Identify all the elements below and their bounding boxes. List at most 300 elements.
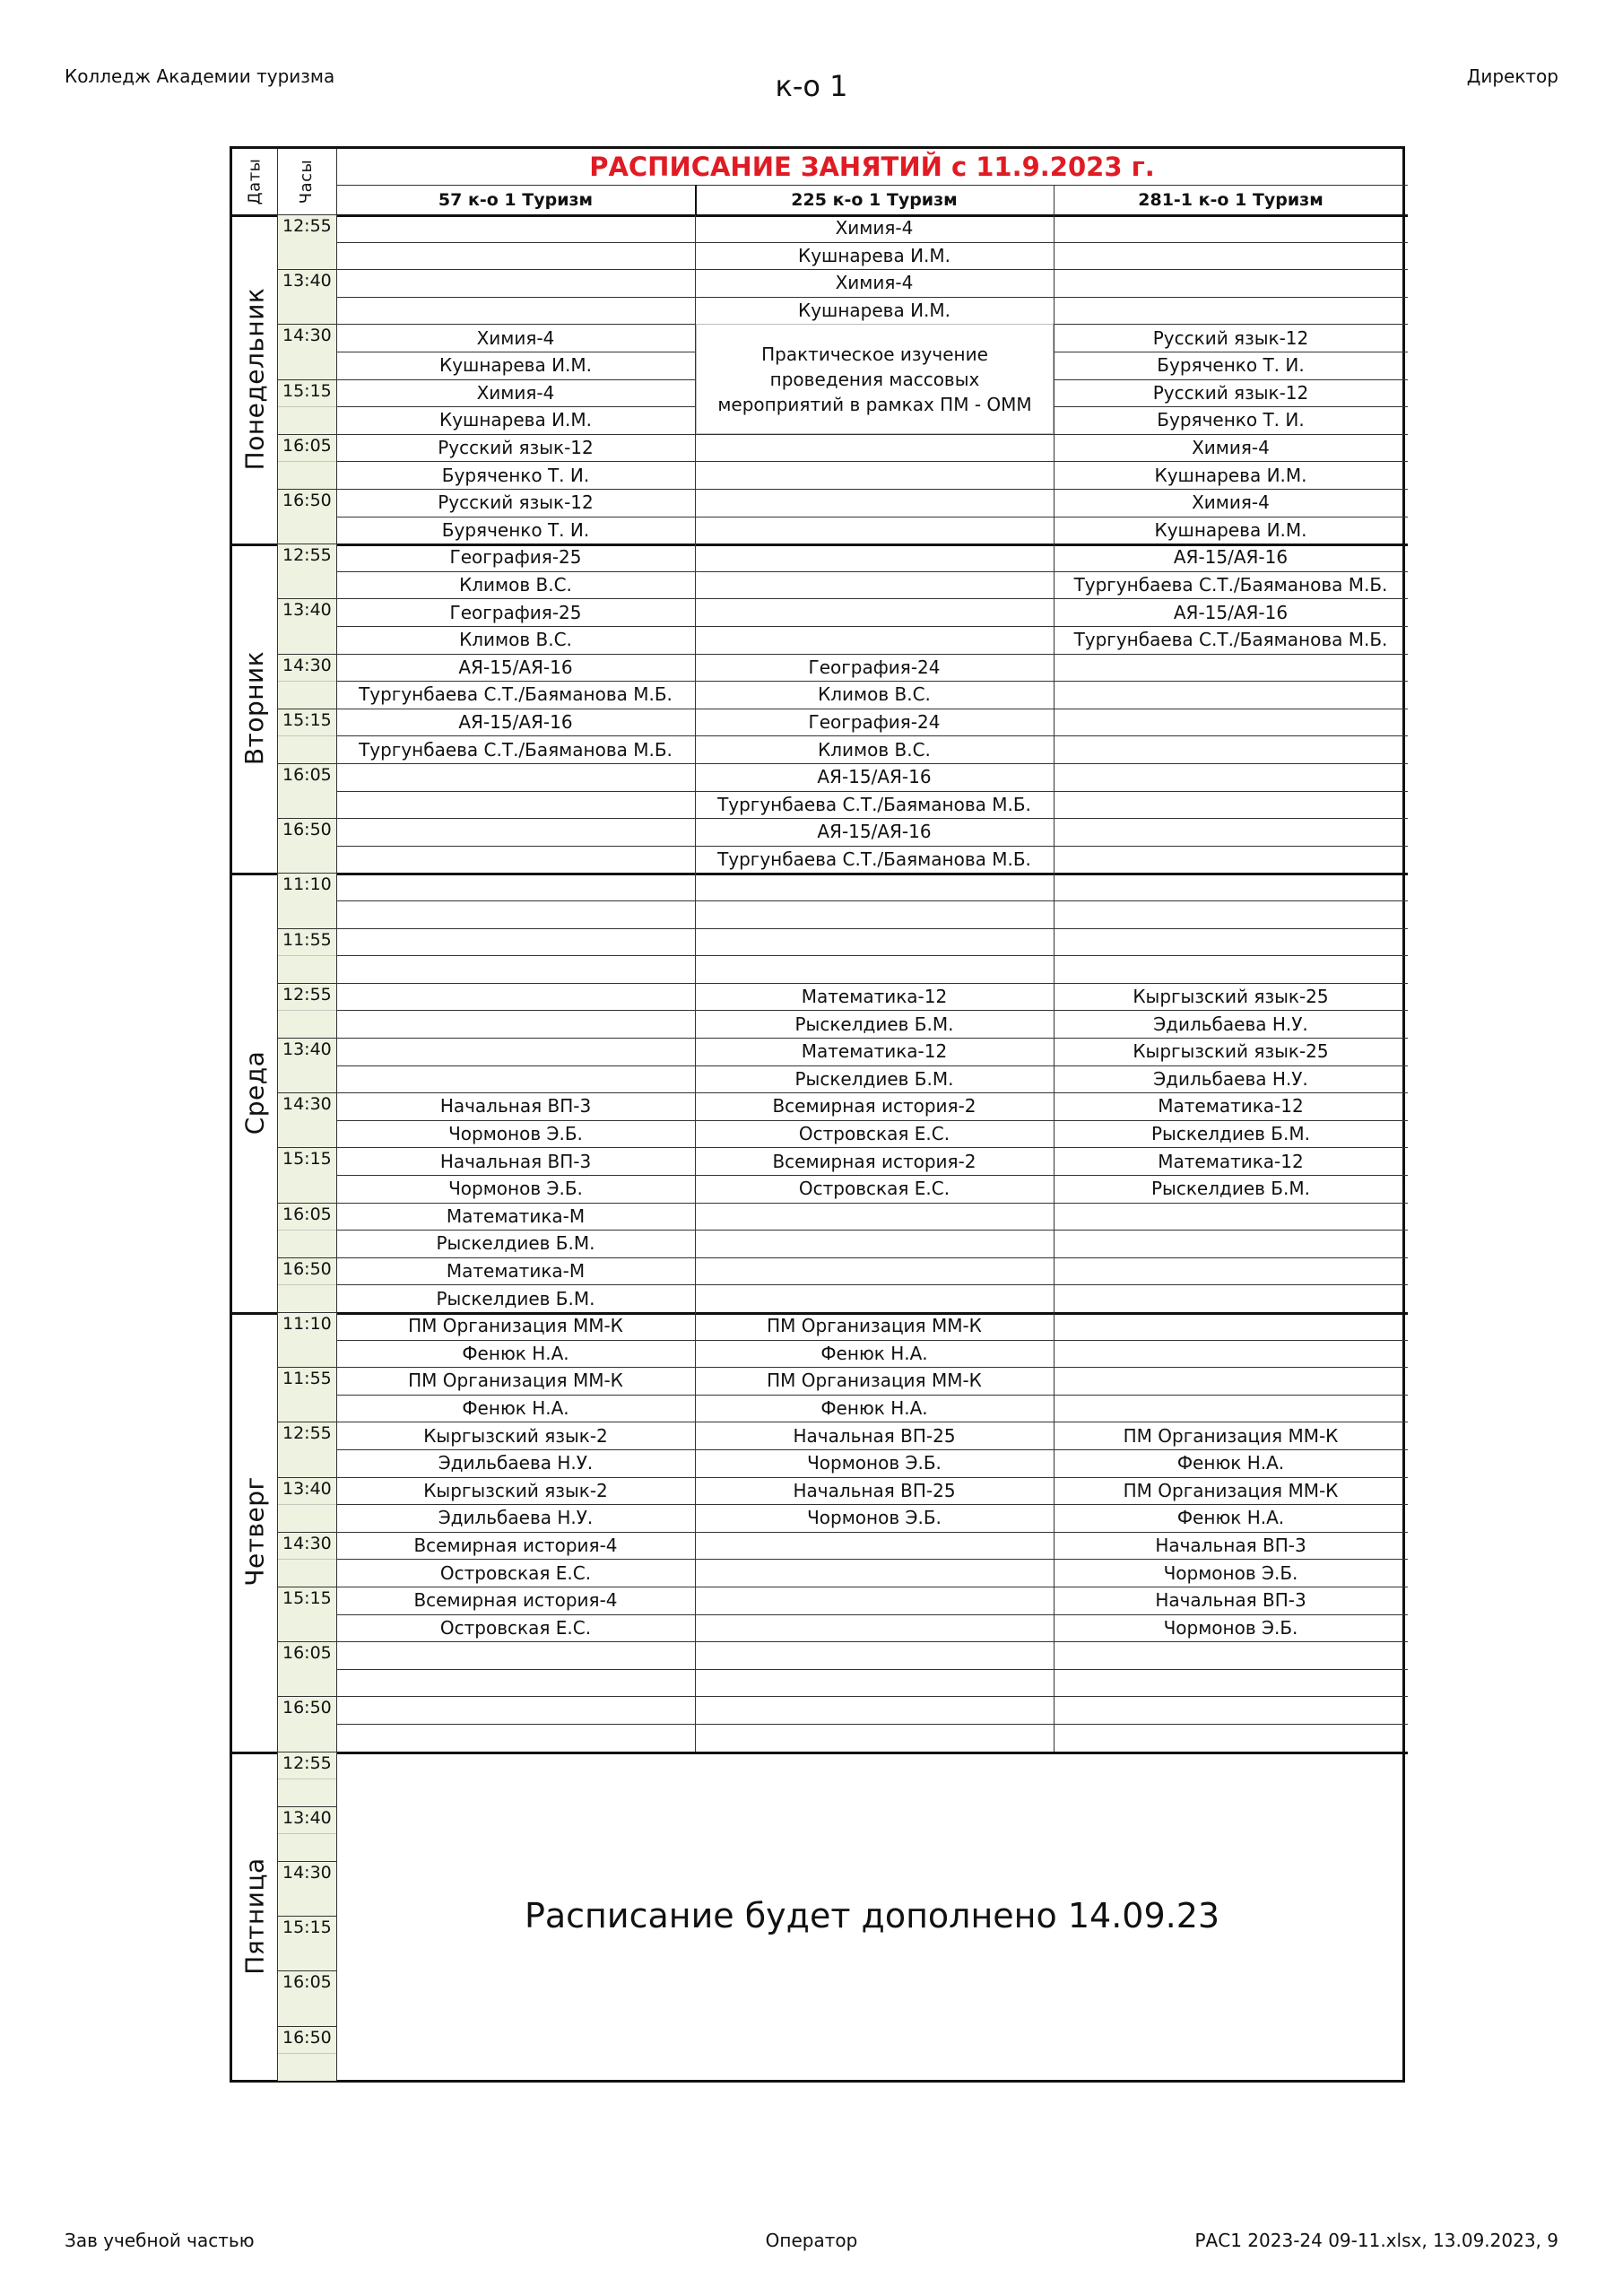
grid-line [336, 1614, 1408, 1615]
schedule-cell: Математика-М [446, 1260, 586, 1283]
schedule-cell [695, 1696, 1054, 1724]
grid-line [277, 379, 336, 380]
grid-line [695, 873, 696, 1312]
schedule-cell: Чормонов Э.Б. [1163, 1616, 1298, 1639]
grid-line [336, 983, 1408, 984]
grid-line [277, 1696, 336, 1697]
grid-line [277, 544, 278, 873]
schedule-cell: Математика-12 [1158, 1150, 1304, 1172]
time-slot-label: 16:50 [277, 2026, 336, 2054]
schedule-cell: ПМ Организация ММ-К [1123, 1424, 1339, 1447]
schedule-cell [336, 1696, 695, 1724]
schedule-cell: Кушнарева И.М. [798, 300, 950, 322]
grid-line [277, 1092, 336, 1093]
grid-line [336, 1038, 1408, 1039]
grid-line [336, 928, 1408, 929]
grid-line [277, 1257, 336, 1258]
grid-line [336, 1120, 1408, 1121]
schedule-cell [695, 900, 1054, 928]
grid-line [277, 1532, 336, 1533]
grid-line [336, 626, 1408, 627]
schedule-cell [1054, 1724, 1408, 1752]
schedule-cell [336, 1065, 695, 1093]
grid-line [1054, 214, 1055, 544]
grid-line [277, 269, 336, 270]
schedule-cell: Математика-12 [1158, 1095, 1304, 1118]
grid-line [336, 1147, 1408, 1148]
schedule-cell [336, 1641, 695, 1669]
day-label-4 [232, 1312, 277, 1752]
schedule-cell [1054, 297, 1408, 325]
schedule-cell: Островская Е.С. [439, 1616, 592, 1639]
grid-line [336, 1203, 1408, 1204]
sheet-label: к-о 1 [775, 69, 848, 103]
time-slot-label: 12:55 [277, 214, 336, 242]
schedule-cell: ПМ Организация ММ-К [408, 1370, 623, 1392]
grid-line [277, 1916, 336, 1917]
grid-line [336, 1367, 1408, 1368]
grid-line [277, 149, 278, 214]
schedule-cell: Рыскелдиев Б.М. [436, 1232, 595, 1255]
time-slot-label: 15:15 [277, 1147, 336, 1175]
grid-line [336, 1449, 1408, 1450]
time-slot-label: 16:05 [277, 434, 336, 462]
grid-line [695, 185, 697, 214]
schedule-cell [1054, 1696, 1408, 1724]
schedule-cell [1054, 928, 1408, 956]
day-name: Четверг [239, 1476, 270, 1587]
schedule-cell [695, 1284, 1054, 1312]
day-label-5 [232, 1752, 277, 2081]
schedule-cell: Чормонов Э.Б. [807, 1452, 942, 1474]
schedule-cell [1054, 1641, 1408, 1669]
grid-line [336, 818, 1408, 819]
schedule-cell [695, 598, 1054, 626]
grid-line [277, 324, 336, 325]
grid-line [277, 1367, 336, 1368]
schedule-cell: Химия-4 [476, 326, 555, 349]
grid-line [277, 1477, 336, 1478]
schedule-cell: Кыргызский язык-2 [423, 1479, 608, 1501]
grid-line [336, 149, 337, 214]
schedule-cell [336, 818, 695, 846]
schedule-cell [1054, 1230, 1408, 1257]
schedule-cell: Русский язык-12 [438, 491, 594, 514]
grid-line [277, 1203, 336, 1204]
grid-line [336, 1477, 1408, 1478]
grid-line [336, 214, 337, 544]
schedule-cell: Кушнарева И.М. [1154, 464, 1307, 486]
group-header-2: 225 к-о 1 Туризм [791, 189, 958, 210]
grid-line [277, 214, 336, 215]
schedule-cell [695, 489, 1054, 517]
footer-file-info: РАС1 2023-24 09-11.xlsx, 13.09.2023, 9 [1194, 2230, 1558, 2251]
schedule-cell: Климов В.С. [818, 683, 931, 706]
schedule-cell: География-25 [449, 546, 582, 569]
grid-line [695, 1312, 696, 1752]
schedule-cell [1054, 1312, 1408, 1340]
grid-line [336, 571, 1408, 572]
grid-line [336, 461, 1408, 462]
grid-line [336, 1010, 1408, 1011]
schedule-cell [695, 1724, 1054, 1752]
schedule-cell [336, 846, 695, 874]
schedule-cell [1054, 818, 1408, 846]
schedule-cell: Буряченко Т. И. [1157, 409, 1305, 431]
grid-line [336, 1559, 1408, 1560]
schedule-cell: ПМ Организация ММ-К [1123, 1479, 1339, 1501]
grid-line [336, 1230, 1408, 1231]
schedule-cell: Кушнарева И.М. [798, 244, 950, 266]
grid-line [336, 1175, 1408, 1176]
day-name: Понедельник [239, 287, 270, 471]
grid-line [277, 1038, 336, 1039]
grid-line [277, 983, 336, 984]
grid-line [277, 1641, 336, 1642]
schedule-cell: Начальная ВП-25 [793, 1424, 956, 1447]
schedule-cell [336, 1724, 695, 1752]
schedule-cell [1054, 791, 1408, 819]
schedule-cell: АЯ-15/АЯ-16 [1173, 546, 1289, 569]
grid-line [277, 763, 336, 764]
footer-operator: Оператор [765, 2230, 858, 2251]
grid-line [336, 1312, 337, 1752]
schedule-cell [695, 1669, 1054, 1697]
grid-line [336, 1284, 1408, 1285]
schedule-cell [695, 517, 1054, 544]
schedule-cell [336, 900, 695, 928]
schedule-cell [695, 571, 1054, 599]
grid-line [336, 1257, 1408, 1258]
schedule-cell: Фенюк Н.А. [820, 1397, 928, 1420]
grid-line [336, 1092, 1408, 1093]
schedule-cell [1054, 1257, 1408, 1285]
schedule-cell [1054, 735, 1408, 763]
group-header-1: 57 к-о 1 Туризм [438, 189, 594, 210]
schedule-cell: Начальная ВП-3 [1155, 1535, 1306, 1557]
grid-line [277, 2026, 336, 2027]
schedule-cell: АЯ-15/АЯ-16 [458, 656, 573, 678]
grid-line [277, 1147, 336, 1148]
grid-line [336, 297, 1408, 298]
schedule-cell [1054, 1395, 1408, 1422]
day-name: Среда [239, 1050, 270, 1135]
schedule-cell: АЯ-15/АЯ-16 [817, 821, 932, 843]
schedule-cell: Тургунбаева С.Т./Баяманова М.Б. [359, 683, 673, 706]
schedule-cell [695, 461, 1054, 489]
schedule-cell: Русский язык-12 [438, 437, 594, 459]
schedule-cell [1054, 1203, 1408, 1231]
grid-line [336, 735, 1408, 736]
schedule-cell: Начальная ВП-3 [439, 1095, 592, 1118]
schedule-cell [1054, 269, 1408, 297]
schedule-cell [695, 928, 1054, 956]
hours-header-text: Часы [297, 159, 317, 204]
time-slot-label: 13:40 [277, 269, 336, 297]
schedule-cell [1054, 709, 1408, 736]
schedule-cell: Русский язык-12 [1152, 381, 1309, 404]
time-slot-label: 13:40 [277, 1038, 336, 1065]
schedule-cell: Рыскелдиев Б.М. [1151, 1123, 1310, 1145]
time-slot-label: 16:50 [277, 1257, 336, 1285]
schedule-cell [695, 1587, 1054, 1614]
schedule-cell [336, 873, 695, 900]
schedule-cell: Островская Е.С. [798, 1178, 950, 1200]
grid-line [336, 900, 1408, 901]
schedule-cell: Математика-12 [801, 1040, 948, 1063]
schedule-cell: Чормонов Э.Б. [448, 1123, 583, 1145]
schedule-cell: Островская Е.С. [798, 1123, 950, 1145]
grid-line [277, 434, 336, 435]
schedule-cell [336, 928, 695, 956]
schedule-cell: Кушнарева И.М. [439, 354, 592, 377]
schedule-cell [1054, 1669, 1408, 1697]
schedule-cell [1054, 873, 1408, 900]
schedule-cell [1054, 763, 1408, 791]
grid-line [277, 1312, 278, 1752]
schedule-cell: АЯ-15/АЯ-16 [817, 766, 932, 788]
schedule-cell: Рыскелдиев Б.М. [1151, 1178, 1310, 1200]
grid-line [277, 654, 336, 655]
schedule-cell [336, 983, 695, 1011]
grid-line [336, 434, 1408, 435]
grid-line [336, 598, 1408, 599]
time-slot-label: 16:50 [277, 1696, 336, 1724]
schedule-cell: Эдильбаева Н.У. [438, 1452, 594, 1474]
time-slot-label: 16:05 [277, 1641, 336, 1669]
time-slot-label: 15:15 [277, 1916, 336, 1944]
schedule-cell [1054, 214, 1408, 242]
schedule-cell: Чормонов Э.Б. [1163, 1561, 1298, 1584]
schedule-cell: АЯ-15/АЯ-16 [458, 711, 573, 734]
schedule-cell [695, 1614, 1054, 1642]
grid-line [1054, 185, 1055, 214]
grid-line [336, 681, 1408, 682]
schedule-cell: Чормонов Э.Б. [807, 1507, 942, 1529]
schedule-cell: Буряченко Т. И. [441, 464, 590, 486]
day-name: Вторник [239, 651, 270, 766]
grid-line [336, 185, 1408, 186]
schedule-cell: Островская Е.С. [439, 1561, 592, 1584]
practice-note: Практическое изучение проведения массовых мероприятий в рамках ПМ - ОММ [696, 324, 1054, 433]
schedule-cell [1054, 1284, 1408, 1312]
schedule-cell [1054, 654, 1408, 682]
schedule-cell [695, 1559, 1054, 1587]
schedule-cell [1054, 1367, 1408, 1395]
time-slot-label: 12:55 [277, 1752, 336, 1779]
grid-line [336, 955, 1408, 956]
time-slot-label: 13:40 [277, 598, 336, 626]
schedule-cell: Климов В.С. [459, 574, 572, 596]
footer-head-of-studies: Зав учебной частью [65, 2230, 255, 2251]
schedule-cell: Климов В.С. [459, 629, 572, 651]
grid-line [336, 1669, 1408, 1670]
schedule-cell: Эдильбаева Н.У. [438, 1507, 594, 1529]
schedule-cell: Фенюк Н.А. [462, 1397, 569, 1420]
grid-line [336, 846, 1408, 847]
grid-line [336, 1724, 1408, 1725]
schedule-cell: Кушнарева И.М. [439, 409, 592, 431]
schedule-cell: Начальная ВП-25 [793, 1479, 956, 1501]
time-slot-label: 12:55 [277, 544, 336, 571]
time-slot-label: 14:30 [277, 1532, 336, 1560]
schedule-cell [336, 297, 695, 325]
schedule-table [230, 146, 1405, 2083]
grid-line [336, 242, 1408, 243]
schedule-cell: Эдильбаева Н.У. [1153, 1067, 1308, 1090]
grid-line [336, 1065, 1408, 1066]
schedule-cell: Буряченко Т. И. [441, 518, 590, 541]
schedule-title: РАСПИСАНИЕ ЗАНЯТИЙ с 11.9.2023 г. [589, 152, 1155, 182]
grid-line [1054, 873, 1055, 1312]
time-slot-label: 14:30 [277, 654, 336, 682]
schedule-cell: География-25 [449, 601, 582, 623]
schedule-cell: Тургунбаева С.Т./Баяманова М.Б. [1073, 629, 1388, 651]
time-slot-label: 16:50 [277, 489, 336, 517]
schedule-cell: ПМ Организация ММ-К [767, 1370, 982, 1392]
hours-column-header [277, 149, 336, 214]
grid-line [1054, 1312, 1055, 1752]
schedule-cell: Русский язык-12 [1152, 326, 1309, 349]
grid-line [336, 1696, 1408, 1697]
schedule-cell: Эдильбаева Н.У. [1153, 1013, 1308, 1035]
schedule-cell: Кыргызский язык-2 [423, 1424, 608, 1447]
grid-line [336, 544, 337, 873]
grid-line [277, 214, 278, 544]
schedule-cell: Тургунбаева С.Т./Баяманова М.Б. [1073, 574, 1388, 596]
schedule-cell [336, 763, 695, 791]
time-slot-label: 11:55 [277, 928, 336, 956]
schedule-cell: Фенюк Н.А. [1176, 1507, 1285, 1529]
schedule-cell [1054, 242, 1408, 270]
schedule-cell: География-24 [808, 711, 941, 734]
time-slot-label: 13:40 [277, 1806, 336, 1834]
schedule-cell: Рыскелдиев Б.М. [794, 1067, 954, 1090]
schedule-update-note: Расписание будет дополнено 14.09.23 [524, 1896, 1220, 1936]
schedule-cell: Чормонов Э.Б. [448, 1178, 583, 1200]
grid-line [336, 1340, 1408, 1341]
grid-line [277, 873, 336, 874]
schedule-cell: Тургунбаева С.Т./Баяманова М.Б. [717, 793, 1031, 815]
grid-line [277, 1806, 336, 1807]
schedule-cell [695, 626, 1054, 654]
schedule-cell: Начальная ВП-3 [439, 1150, 592, 1172]
schedule-cell: Фенюк Н.А. [1176, 1452, 1285, 1474]
schedule-cell [1054, 1340, 1408, 1368]
day-name: Пятница [239, 1857, 270, 1975]
time-slot-label: 12:55 [277, 983, 336, 1011]
schedule-cell [1054, 955, 1408, 983]
schedule-cell [1054, 681, 1408, 709]
schedule-cell: Начальная ВП-3 [1155, 1589, 1306, 1612]
schedule-cell: Химия-4 [1192, 437, 1270, 459]
schedule-cell [695, 1257, 1054, 1285]
grid-line [336, 1395, 1408, 1396]
grid-line [277, 489, 336, 490]
college-name: Колледж Академии туризма [65, 65, 335, 87]
schedule-cell: Химия-4 [835, 217, 914, 239]
grid-line [277, 873, 278, 1312]
grid-line [695, 544, 696, 873]
time-slot-label: 12:55 [277, 1422, 336, 1449]
grid-line [336, 873, 337, 1312]
grid-line [336, 791, 1408, 792]
schedule-cell: Математика-М [446, 1205, 586, 1227]
grid-line [277, 1970, 336, 1971]
schedule-cell [695, 1203, 1054, 1231]
schedule-cell: Химия-4 [835, 272, 914, 294]
time-slot-label: 11:10 [277, 1312, 336, 1340]
schedule-cell: Тургунбаева С.Т./Баяманова М.Б. [717, 848, 1031, 871]
schedule-cell [695, 873, 1054, 900]
schedule-cell [336, 214, 695, 242]
schedule-cell [695, 955, 1054, 983]
schedule-cell [336, 242, 695, 270]
schedule-cell [695, 1641, 1054, 1669]
grid-line [336, 763, 1408, 764]
schedule-cell [336, 269, 695, 297]
schedule-cell: Математика-12 [801, 986, 948, 1008]
schedule-cell: Всемирная история-4 [413, 1535, 618, 1557]
schedule-cell: Рыскелдиев Б.М. [794, 1013, 954, 1035]
schedule-cell: Всемирная история-4 [413, 1589, 618, 1612]
time-slot-label: 16:05 [277, 1970, 336, 1998]
schedule-cell: ПМ Организация ММ-К [767, 1315, 982, 1337]
schedule-cell: Климов В.С. [818, 738, 931, 761]
schedule-cell: Химия-4 [1192, 491, 1270, 514]
schedule-cell [336, 791, 695, 819]
time-slot-label: 16:50 [277, 818, 336, 846]
schedule-cell [336, 1038, 695, 1065]
schedule-cell: Тургунбаева С.Т./Баяманова М.Б. [359, 738, 673, 761]
schedule-cell: Кушнарева И.М. [1154, 518, 1307, 541]
schedule-cell: Химия-4 [476, 381, 555, 404]
schedule-cell [695, 434, 1054, 462]
time-slot-label: 15:15 [277, 1587, 336, 1614]
grid-line [336, 654, 1408, 655]
time-slot-label: 14:30 [277, 1861, 336, 1889]
group-header-3: 281-1 к-о 1 Туризм [1138, 189, 1324, 210]
schedule-cell: Рыскелдиев Б.М. [436, 1287, 595, 1309]
day-label-2 [232, 544, 277, 873]
schedule-cell [695, 1230, 1054, 1257]
schedule-cell: Буряченко Т. И. [1157, 354, 1305, 377]
schedule-cell [1054, 846, 1408, 874]
schedule-cell [695, 1532, 1054, 1560]
grid-line [336, 1532, 1408, 1533]
time-slot-label: 11:10 [277, 873, 336, 900]
schedule-cell: Всемирная история-2 [772, 1150, 976, 1172]
schedule-cell: АЯ-15/АЯ-16 [1173, 601, 1289, 623]
director-label: Директор [1466, 65, 1558, 87]
grid-line [277, 1312, 336, 1313]
time-slot-label: 15:15 [277, 709, 336, 736]
grid-line [277, 928, 336, 929]
grid-line [1054, 544, 1055, 873]
grid-line [336, 489, 1408, 490]
schedule-cell [336, 1010, 695, 1038]
schedule-cell [336, 955, 695, 983]
grid-line [336, 1504, 1408, 1505]
schedule-cell [336, 1669, 695, 1697]
schedule-cell: География-24 [808, 656, 941, 678]
schedule-cell [1054, 900, 1408, 928]
schedule-cell: Кыргызский язык-25 [1133, 1040, 1329, 1063]
schedule-cell: ПМ Организация ММ-К [408, 1315, 623, 1337]
dates-column-header [232, 149, 277, 214]
schedule-cell: Кыргызский язык-25 [1133, 986, 1329, 1008]
grid-line [336, 269, 1408, 270]
